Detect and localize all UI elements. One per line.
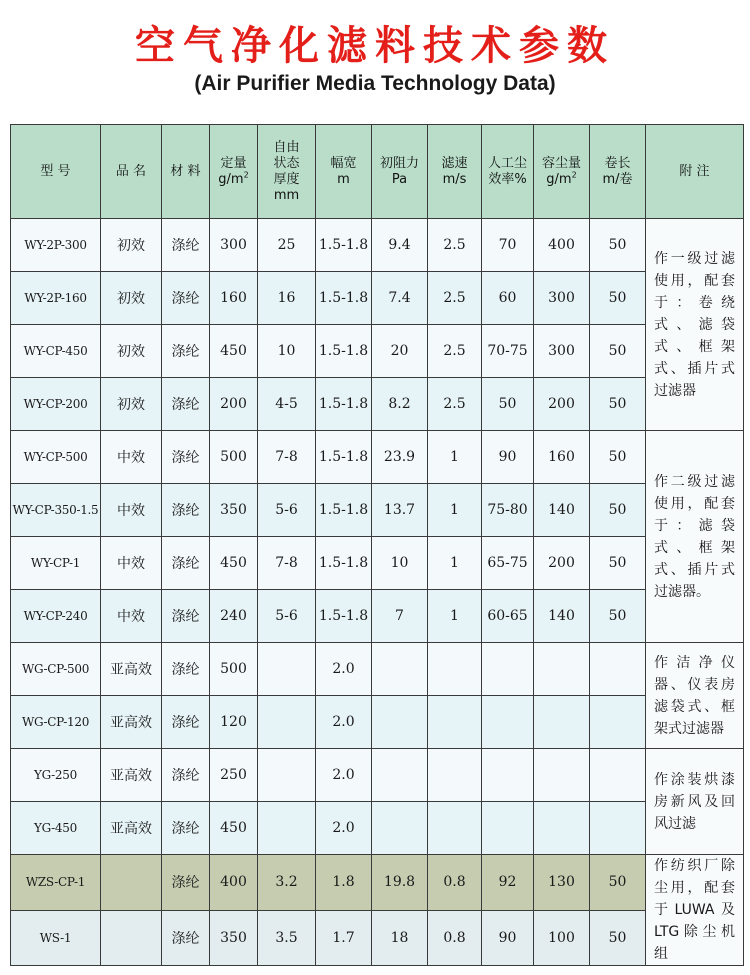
cell-velocity xyxy=(428,696,482,749)
cell-efficiency xyxy=(482,749,534,802)
header-row xyxy=(11,125,744,219)
cell-roll: 50 xyxy=(590,537,646,590)
cell-weight: 400 xyxy=(210,855,258,911)
cell-weight: 500 xyxy=(210,643,258,696)
cell-name: 中效 xyxy=(101,431,162,484)
cell-resistance xyxy=(372,749,428,802)
cell-resistance: 23.9 xyxy=(372,431,428,484)
cell-width: 1.5-1.8 xyxy=(316,484,372,537)
cell-efficiency xyxy=(482,696,534,749)
cell-width: 1.5-1.8 xyxy=(316,431,372,484)
cell-weight: 450 xyxy=(210,325,258,378)
cell-resistance: 8.2 xyxy=(372,378,428,431)
cell-model: YG-450 xyxy=(11,802,101,855)
col-header-model: 型 号 xyxy=(11,125,101,219)
cell-name: 中效 xyxy=(101,590,162,643)
cell-roll: 50 xyxy=(590,219,646,272)
cell-resistance xyxy=(372,802,428,855)
cell-capacity: 200 xyxy=(534,537,590,590)
cell-thickness: 25 xyxy=(258,219,316,272)
cell-capacity: 100 xyxy=(534,910,590,966)
cell-velocity xyxy=(428,802,482,855)
cell-efficiency xyxy=(482,643,534,696)
cell-resistance: 18 xyxy=(372,910,428,966)
cell-capacity: 140 xyxy=(534,590,590,643)
cell-velocity: 2.5 xyxy=(428,219,482,272)
col-header-roll: 卷长 m/卷 xyxy=(590,125,646,219)
note-medium-filter: 作二级过滤使用，配套于：滤袋式、框架式、插片式过滤器。 xyxy=(646,431,744,643)
cell-thickness: 5-6 xyxy=(258,484,316,537)
cell-efficiency: 70 xyxy=(482,219,534,272)
cell-roll xyxy=(590,696,646,749)
cell-efficiency: 65-75 xyxy=(482,537,534,590)
cell-roll xyxy=(590,643,646,696)
cell-efficiency: 90 xyxy=(482,431,534,484)
cell-model: WY-CP-450 xyxy=(11,325,101,378)
cell-name: 初效 xyxy=(101,378,162,431)
table-row xyxy=(11,855,744,911)
cell-weight: 160 xyxy=(210,272,258,325)
table-row xyxy=(11,431,744,484)
note-paint-booth: 作涂装烘漆房新风及回风过滤 xyxy=(646,749,744,855)
cell-thickness xyxy=(258,802,316,855)
cell-width: 1.7 xyxy=(316,910,372,966)
table-row xyxy=(11,696,744,749)
cell-resistance xyxy=(372,696,428,749)
cell-roll: 50 xyxy=(590,484,646,537)
cell-velocity xyxy=(428,643,482,696)
table-row xyxy=(11,802,744,855)
cell-name: 中效 xyxy=(101,484,162,537)
cell-material: 涤纶 xyxy=(162,219,210,272)
cell-model: WS-1 xyxy=(11,910,101,966)
cell-thickness xyxy=(258,696,316,749)
cell-thickness: 16 xyxy=(258,272,316,325)
note-instrument-room: 作洁净仪器、仪表房滤袋式、框架式过滤器 xyxy=(646,643,744,749)
table-row xyxy=(11,325,744,378)
cell-material: 涤纶 xyxy=(162,325,210,378)
cell-efficiency: 60-65 xyxy=(482,590,534,643)
cell-capacity: 300 xyxy=(534,272,590,325)
table-row xyxy=(11,590,744,643)
col-header-resistance: 初阻力 Pa xyxy=(372,125,428,219)
cell-model: WY-CP-500 xyxy=(11,431,101,484)
cell-velocity: 1 xyxy=(428,537,482,590)
cell-thickness: 7-8 xyxy=(258,537,316,590)
cell-resistance: 20 xyxy=(372,325,428,378)
cell-velocity: 2.5 xyxy=(428,325,482,378)
cell-model: WG-CP-120 xyxy=(11,696,101,749)
table-row xyxy=(11,272,744,325)
cell-velocity: 1 xyxy=(428,431,482,484)
cell-width: 2.0 xyxy=(316,696,372,749)
cell-thickness: 7-8 xyxy=(258,431,316,484)
cell-model: WY-2P-160 xyxy=(11,272,101,325)
cell-width: 1.5-1.8 xyxy=(316,272,372,325)
cell-model: YG-250 xyxy=(11,749,101,802)
col-header-note: 附 注 xyxy=(646,125,744,219)
cell-material: 涤纶 xyxy=(162,696,210,749)
cell-model: WG-CP-500 xyxy=(11,643,101,696)
cell-resistance: 13.7 xyxy=(372,484,428,537)
cell-width: 1.5-1.8 xyxy=(316,325,372,378)
cell-name: 亚高效 xyxy=(101,643,162,696)
cell-name: 初效 xyxy=(101,219,162,272)
cell-thickness xyxy=(258,749,316,802)
cell-name: 初效 xyxy=(101,272,162,325)
col-header-thickness: 自由 状态 厚度 mm xyxy=(258,125,316,219)
cell-weight: 350 xyxy=(210,484,258,537)
col-header-velocity: 滤速 m/s xyxy=(428,125,482,219)
cell-width: 1.8 xyxy=(316,855,372,911)
cell-velocity: 1 xyxy=(428,484,482,537)
table-row xyxy=(11,537,744,590)
cell-material: 涤纶 xyxy=(162,643,210,696)
cell-width: 2.0 xyxy=(316,643,372,696)
cell-model: WY-2P-300 xyxy=(11,219,101,272)
table-row xyxy=(11,910,744,966)
page-title: 空气净化滤料技术参数 xyxy=(135,23,615,69)
cell-weight: 250 xyxy=(210,749,258,802)
cell-thickness: 5-6 xyxy=(258,590,316,643)
cell-efficiency: 50 xyxy=(482,378,534,431)
cell-name: 初效 xyxy=(101,325,162,378)
cell-width: 1.5-1.8 xyxy=(316,537,372,590)
cell-efficiency: 92 xyxy=(482,855,534,911)
cell-weight: 240 xyxy=(210,590,258,643)
cell-model: WY-CP-240 xyxy=(11,590,101,643)
cell-name: 亚高效 xyxy=(101,802,162,855)
cell-material: 涤纶 xyxy=(162,855,210,911)
cell-weight: 120 xyxy=(210,696,258,749)
cell-velocity: 2.5 xyxy=(428,272,482,325)
table-row xyxy=(11,749,744,802)
cell-weight: 300 xyxy=(210,219,258,272)
cell-capacity xyxy=(534,643,590,696)
cell-resistance xyxy=(372,643,428,696)
cell-efficiency: 75-80 xyxy=(482,484,534,537)
cell-roll xyxy=(590,802,646,855)
cell-thickness xyxy=(258,643,316,696)
col-header-capacity: 容尘量 $g/m^2$ xyxy=(534,125,590,219)
cell-name: 中效 xyxy=(101,537,162,590)
cell-capacity: 140 xyxy=(534,484,590,537)
cell-model: WY-CP-200 xyxy=(11,378,101,431)
cell-material: 涤纶 xyxy=(162,378,210,431)
cell-resistance: 10 xyxy=(372,537,428,590)
cell-weight: 450 xyxy=(210,537,258,590)
cell-name: 亚高效 xyxy=(101,696,162,749)
table-row xyxy=(11,219,744,272)
cell-material: 涤纶 xyxy=(162,749,210,802)
cell-name xyxy=(101,855,162,911)
cell-width: 1.5-1.8 xyxy=(316,378,372,431)
media-spec-table xyxy=(10,124,744,966)
cell-velocity: 2.5 xyxy=(428,378,482,431)
cell-material: 涤纶 xyxy=(162,590,210,643)
cell-velocity: 1 xyxy=(428,590,482,643)
cell-roll: 50 xyxy=(590,910,646,966)
cell-weight: 350 xyxy=(210,910,258,966)
cell-resistance: 9.4 xyxy=(372,219,428,272)
cell-width: 1.5-1.8 xyxy=(316,219,372,272)
cell-capacity: 300 xyxy=(534,325,590,378)
cell-efficiency: 90 xyxy=(482,910,534,966)
cell-efficiency: 60 xyxy=(482,272,534,325)
cell-material: 涤纶 xyxy=(162,484,210,537)
cell-thickness: 10 xyxy=(258,325,316,378)
table-row xyxy=(11,643,744,696)
cell-velocity xyxy=(428,749,482,802)
cell-width: 1.5-1.8 xyxy=(316,590,372,643)
cell-name: 亚高效 xyxy=(101,749,162,802)
cell-thickness: 3.2 xyxy=(258,855,316,911)
cell-weight: 500 xyxy=(210,431,258,484)
col-header-weight: 定量 $g/m^2$ xyxy=(210,125,258,219)
cell-model: WY-CP-350-1.5 xyxy=(11,484,101,537)
cell-roll: 50 xyxy=(590,378,646,431)
cell-width: 2.0 xyxy=(316,749,372,802)
page-subtitle: (Air Purifier Media Technology Data) xyxy=(194,72,556,95)
cell-name xyxy=(101,910,162,966)
cell-resistance: 7 xyxy=(372,590,428,643)
cell-capacity: 160 xyxy=(534,431,590,484)
cell-capacity: 130 xyxy=(534,855,590,911)
cell-roll: 50 xyxy=(590,431,646,484)
note-textile-dust: 作纺织厂除尘用，配套于LUWA及LTG除尘机组 xyxy=(646,855,744,966)
cell-thickness: 3.5 xyxy=(258,910,316,966)
cell-roll: 50 xyxy=(590,325,646,378)
cell-efficiency: 70-75 xyxy=(482,325,534,378)
cell-capacity xyxy=(534,696,590,749)
cell-material: 涤纶 xyxy=(162,431,210,484)
col-header-efficiency: 人工尘 效率% xyxy=(482,125,534,219)
cell-capacity xyxy=(534,802,590,855)
cell-roll: 50 xyxy=(590,590,646,643)
cell-model: WY-CP-1 xyxy=(11,537,101,590)
cell-weight: 450 xyxy=(210,802,258,855)
cell-velocity: 0.8 xyxy=(428,855,482,911)
cell-resistance: 7.4 xyxy=(372,272,428,325)
col-header-material: 材 料 xyxy=(162,125,210,219)
table-row xyxy=(11,484,744,537)
cell-roll xyxy=(590,749,646,802)
cell-capacity: 400 xyxy=(534,219,590,272)
cell-material: 涤纶 xyxy=(162,272,210,325)
note-primary-filter: 作一级过滤使用，配套于：卷绕式、滤袋式、框架式、插片式过滤器 xyxy=(646,219,744,431)
cell-material: 涤纶 xyxy=(162,910,210,966)
table-row xyxy=(11,378,744,431)
cell-capacity: 200 xyxy=(534,378,590,431)
cell-capacity xyxy=(534,749,590,802)
cell-thickness: 4-5 xyxy=(258,378,316,431)
cell-resistance: 19.8 xyxy=(372,855,428,911)
cell-material: 涤纶 xyxy=(162,802,210,855)
cell-roll: 50 xyxy=(590,855,646,911)
cell-velocity: 0.8 xyxy=(428,910,482,966)
cell-material: 涤纶 xyxy=(162,537,210,590)
cell-model: WZS-CP-1 xyxy=(11,855,101,911)
cell-width: 2.0 xyxy=(316,802,372,855)
col-header-name: 品 名 xyxy=(101,125,162,219)
col-header-width: 幅宽 m xyxy=(316,125,372,219)
cell-roll: 50 xyxy=(590,272,646,325)
cell-efficiency xyxy=(482,802,534,855)
cell-weight: 200 xyxy=(210,378,258,431)
